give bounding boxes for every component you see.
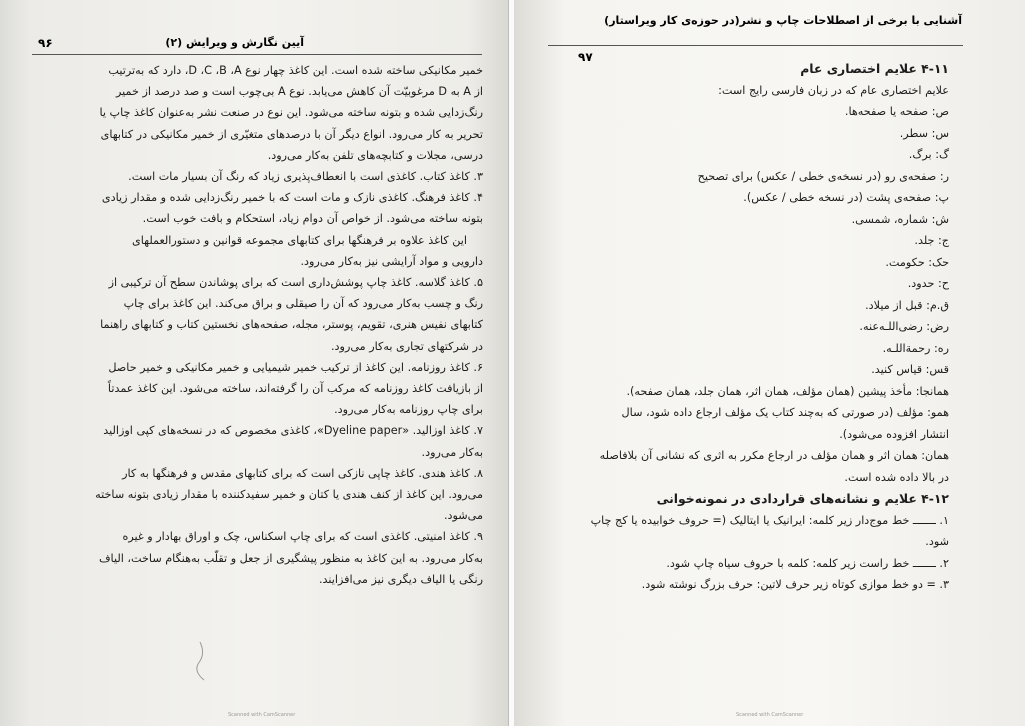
text-line: این کاغذ علاوه بر فرهنگها برای کتابهای مجموعه قوانین و دستورالعملهای (132, 233, 467, 247)
text-line: ۴. کاغذ فرهنگ. کاغذی نازک و مات است که با خمیر رنگ‌زدایی شده و مقدار زیادی (101, 191, 483, 205)
list-item: ر: صفحه‌ی رو (در نسخه‌ی خطی / عکس) برای تصحیح (697, 169, 949, 183)
text-line: ۹. کاغذ امنیتی. کاغذی است که برای چاپ اسکناس، چک و اوراق بهادار و غیره (122, 530, 483, 544)
left-page-header (32, 30, 482, 55)
section-intro: علایم اختصاری عام که در زبان فارسی رایج است: (718, 83, 949, 97)
list-item: حک: حکومت. (885, 255, 949, 269)
list-item: ۳. = دو خط موازی کوتاه زیر حرف لاتین: حرف بزرگ نوشته شود. (641, 578, 949, 591)
text-line: رنگ‌زدایی شده و بتونه ساخته می‌شود. این نوع در صنعت نشر به‌عنوان کاغذ چاپ یا (99, 106, 483, 120)
text-line: ۸. کاغذ هندی. کاغذ چاپی نازکی است که برای کتابهای مقدس و فرهنگها به کار (122, 466, 483, 480)
list-item: ۲. ـــــــ خط راست زیر کلمه: کلمه با حروف سیاه چاپ شود. (666, 556, 949, 570)
list-item: همان: همان اثر و همان مؤلف در ارجاع مکرر به اثری که نشانی آن بلافاصله (599, 449, 949, 462)
text-line: به‌کار می‌رود. (421, 445, 483, 459)
list-item: در بالا داده شده است. (844, 470, 949, 484)
text-line: درسی، مجلات و کتابچه‌های تلفن به‌کار می‌رود. (267, 148, 483, 162)
text-line: رنگ و چسب به‌کار می‌رود که آن را صیقلی و براق می‌کند. این کاغذ برای چاپ (123, 297, 483, 311)
text-line: خمیر مکانیکی ساخته شده است. این کاغذ چهار نوع D ،C ،B ،A، دارد که به‌ترتیب (108, 64, 483, 77)
section-heading: ۴-۱۱ علایم اختصاری عام (800, 61, 949, 76)
right-page-body (537, 58, 949, 596)
text-line: ۵. کاغذ گلاسه. کاغذ چاپ پوشش‌داری است که برای پوشاندن سطح آن ترکیبی از (108, 276, 483, 290)
scanner-watermark: Scanned with CamScanner (736, 712, 804, 718)
text-line: از بازیافت کاغذ روزنامه که مرکب آن را گرفته‌اند، ساخته می‌شود. این کاغذ عمدتاً (107, 382, 483, 396)
header-rule (548, 45, 963, 46)
text-line: برای چاپ روزنامه به‌کار می‌رود. (334, 403, 483, 417)
left-page-body (28, 60, 483, 590)
text-line: ۶. کاغذ روزنامه. این کاغذ از ترکیب خمیر شیمیایی و خمیر مکانیکی و خمیر حاصل (108, 360, 483, 374)
text-line: در شرکتهای تجاری به‌کار می‌رود. (331, 339, 483, 353)
list-item: همانجا: مأخذ پیشین (همان مؤلف، همان اثر، همان جلد، همان صفحه). (626, 384, 949, 398)
right-page-number: ۹۷ (578, 50, 593, 64)
list-item: ص: صفحه یا صفحه‌ها. (844, 105, 949, 118)
list-item: ره: رحمة‌اللـه. (882, 341, 949, 355)
text-line: به‌کار می‌رود. به این کاغذ به منظور پیشگیری از جعل و تقلّب به‌هنگام ساخت، الیاف (98, 551, 483, 565)
list-item: انتشار افزوده می‌شود). (839, 427, 949, 441)
text-line: می‌شود. (443, 509, 483, 523)
text-line: تحریر به کار می‌رود. انواع دیگر آن با درصدهای متغیّری از خمیر مکانیکی در کتابهای (100, 127, 483, 141)
list-item: پ: صفحه‌ی پشت (در نسخه خطی / عکس). (743, 191, 949, 204)
text-line: می‌رود. این کاغذ از کنف هندی یا کتان و خمیر سفیدکننده با مقدار زیادی بتونه ساخته (95, 488, 483, 502)
list-item: گ: برگ. (908, 148, 949, 161)
left-page-number: ۹۶ (38, 36, 53, 50)
text-line: از A به D مرغوبیّت آن کاهش می‌یابد. نوع A بی‌چوب است و صد درصد از خمیر (115, 85, 483, 99)
list-item: ش: شماره، شمسی. (851, 212, 949, 226)
text-line: رنگی یا الیاف دیگری نیز می‌افزایند. (318, 572, 483, 586)
list-item: ح: حدود. (907, 277, 949, 290)
text-line: کتابهای نفیس هنری، تقویم، پوستر، مجله، صفحه‌های نخستین کتاب و کتابهای راهنما (100, 318, 483, 332)
text-line: بتونه ساخته می‌شود. از خواص آن دوام زیاد، استحکام و بافت خوب است. (142, 212, 483, 226)
list-item: ۱. ـــــــ خط موج‌دار زیر کلمه: ایرانیک یا ایتالیک (= حروف خوابیده یا کج چاپ (590, 513, 949, 527)
list-item: ج: جلد. (914, 234, 949, 247)
left-page-running-title: آیین نگارش و ویرایش (۲) (165, 36, 304, 49)
list-item: همو: مؤلف (در صورتی که به‌چند کتاب یک مؤلف ارجاع داده شود، سال (621, 406, 949, 419)
scanner-watermark: Scanned with CamScanner (228, 712, 296, 718)
list-item: ق.م: قبل از میلاد. (865, 298, 949, 312)
text-line: ۷. کاغذ اوزالید. «Dyeline paper»، کاغذی مخصوص که در نسخه‌های کپی اوزالید (103, 424, 483, 438)
list-item: رض: رضی‌اللـه‌عنه. (859, 320, 949, 333)
text-line: ۳. کاغذ کتاب. کاغذی است با انعطاف‌پذیری زیاد که رنگ آن بسیار مات است. (128, 170, 483, 184)
right-page-header (550, 6, 962, 64)
text-line: دارویی و مواد آرایشی نیز به‌کار می‌رود. (300, 254, 483, 268)
pen-stroke-mark (192, 640, 216, 684)
list-item: قس: قیاس کنید. (871, 363, 949, 376)
section-heading: ۴-۱۲ علایم و نشانه‌های قراردادی در نمونه‌خوانی (656, 491, 949, 506)
list-item: س: سطر. (899, 126, 949, 140)
list-item: شود. (925, 535, 949, 548)
right-page-running-title: آشنایی با برخی از اصطلاحات چاپ و نشر(در حوزه‌ی کار ویراستار) (604, 14, 962, 27)
